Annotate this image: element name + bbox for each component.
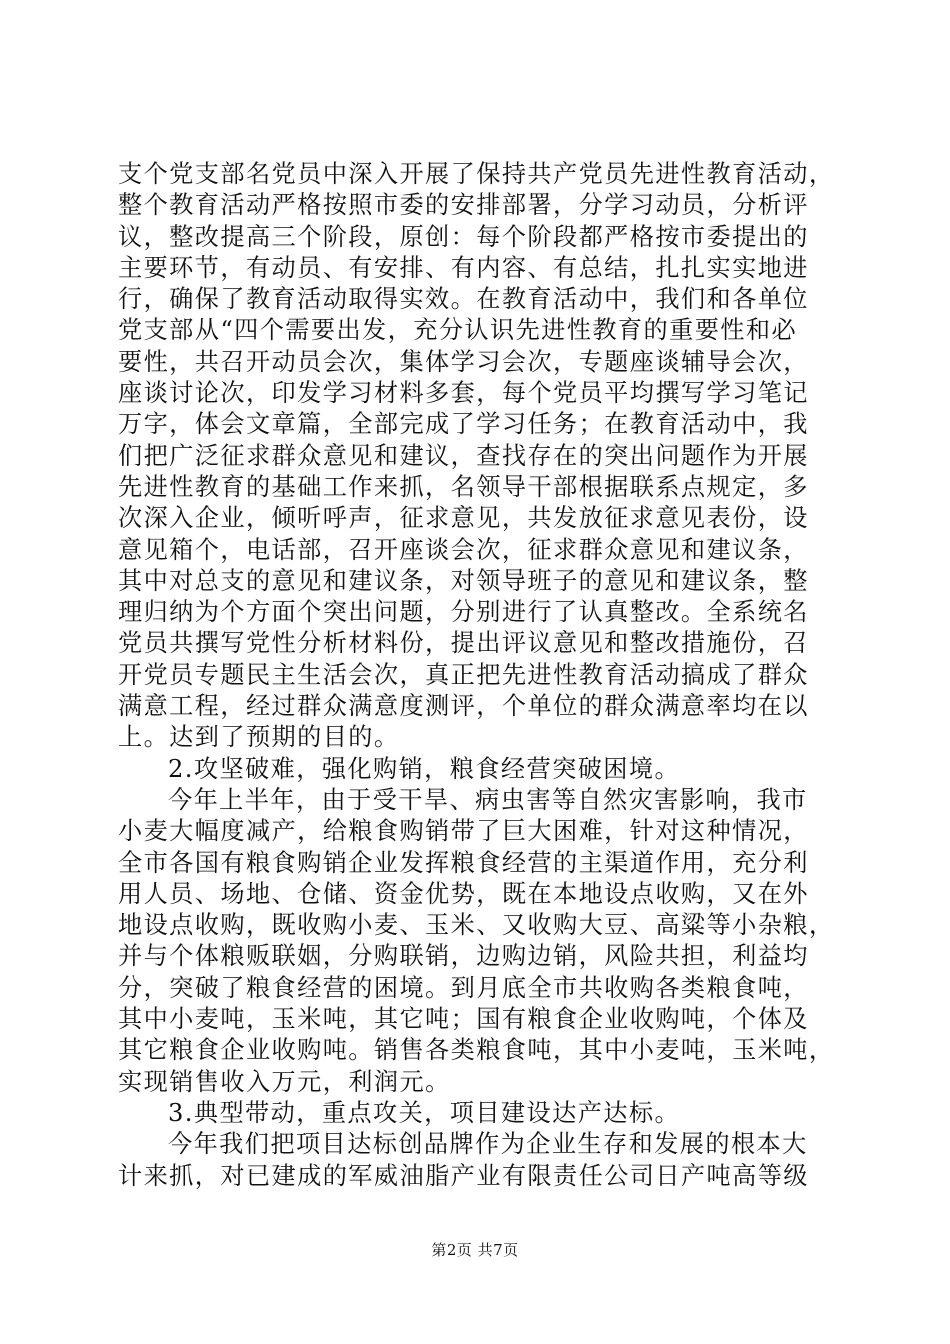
text-line: 主要环节，有动员、有安排、有内容、有总结，扎扎实实地进 — [118, 253, 809, 282]
text-line: 今年我们把项目达标创品牌作为企业生存和发展的根本大 — [168, 1130, 808, 1159]
text-line: 意见箱个，电话部，召开座谈会次，征求群众意见和建议条， — [118, 535, 809, 564]
text-line: 们把广泛征求群众意见和建议，查找存在的突出问题作为开展 — [118, 441, 809, 470]
text-line: 党员共撰写党性分析材料份，提出评议意见和整改措施份，召 — [118, 629, 809, 658]
text-line: 理归纳为个方面个突出问题，分别进行了认真整改。全系统名 — [118, 598, 809, 627]
text-line: 支个党支部名党员中深入开展了保持共产党员先进性教育活动， — [118, 160, 834, 188]
text-line: 小麦大幅度减产，给粮食购销带了巨大困难，针对这种情况， — [118, 817, 809, 846]
text-line: 整个教育活动严格按照市委的安排部署，分学习动员，分析评 — [118, 191, 809, 220]
text-line: 实现销售收入万元，利润元。 — [118, 1067, 451, 1096]
text-line: 今年上半年，由于受干旱、病虫害等自然灾害影响，我市 — [168, 785, 808, 814]
text-line: 议，整改提高三个阶段，原创：每个阶段都严格按市委提出的 — [118, 222, 809, 251]
text-line: 用人员、场地、仓储、资金优势，既在本地设点收购，又在外 — [118, 879, 809, 908]
text-line: 上。达到了预期的目的。 — [118, 723, 400, 752]
text-line: 先进性教育的基础工作来抓，名领导干部根据联系点规定，多 — [118, 472, 809, 501]
text-line: 计来抓，对已建成的军威油脂产业有限责任公司日产吨高等级 — [118, 1161, 809, 1190]
text-line: 2.攻坚破难，强化购销，粮食经营突破困境。 — [168, 754, 681, 783]
text-line: 次深入企业，倾听呼声，征求意见，共发放征求意见表份，设 — [118, 504, 809, 533]
text-line: 开党员专题民主生活会次，真正把先进性教育活动搞成了群众 — [118, 660, 809, 689]
text-line: 要性，共召开动员会次，集体学习会次，专题座谈辅导会次， — [118, 347, 809, 376]
text-line: 地设点收购，既收购小麦、玉米、又收购大豆、高粱等小杂粮， — [118, 911, 834, 940]
text-line: 并与个体粮贩联姻，分购联销，边购边销，风险共担，利益均 — [118, 942, 809, 971]
text-line: 行，确保了教育活动取得实效。在教育活动中，我们和各单位 — [118, 285, 809, 314]
text-line: 其它粮食企业收购吨。销售各类粮食吨，其中小麦吨，玉米吨， — [118, 1036, 834, 1065]
text-line: 3.典型带动，重点攻关，项目建设达产达标。 — [168, 1098, 681, 1127]
text-line: 座谈讨论次，印发学习材料多套，每个党员平均撰写学习笔记 — [118, 379, 809, 408]
text-line: 其中小麦吨，玉米吨，其它吨；国有粮食企业收购吨，个体及 — [118, 1005, 809, 1034]
page-footer: 第2页 共7页 — [431, 1241, 519, 1259]
text-line: 万字，体会文章篇，全部完成了学习任务；在教育活动中，我 — [118, 410, 809, 439]
document-body — [118, 159, 834, 1192]
text-line: 全市各国有粮食购销企业发挥粮食经营的主渠道作用，充分利 — [118, 848, 809, 877]
text-line: 满意工程，经过群众满意度测评，个单位的群众满意率均在以 — [118, 692, 809, 721]
text-line: 党支部从“四个需要出发，充分认识先进性教育的重要性和必 — [118, 316, 798, 345]
text-line: 其中对总支的意见和建议条，对领导班子的意见和建议条，整 — [118, 566, 809, 595]
text-line: 分，突破了粮食经营的困境。到月底全市共收购各类粮食吨， — [118, 973, 809, 1002]
